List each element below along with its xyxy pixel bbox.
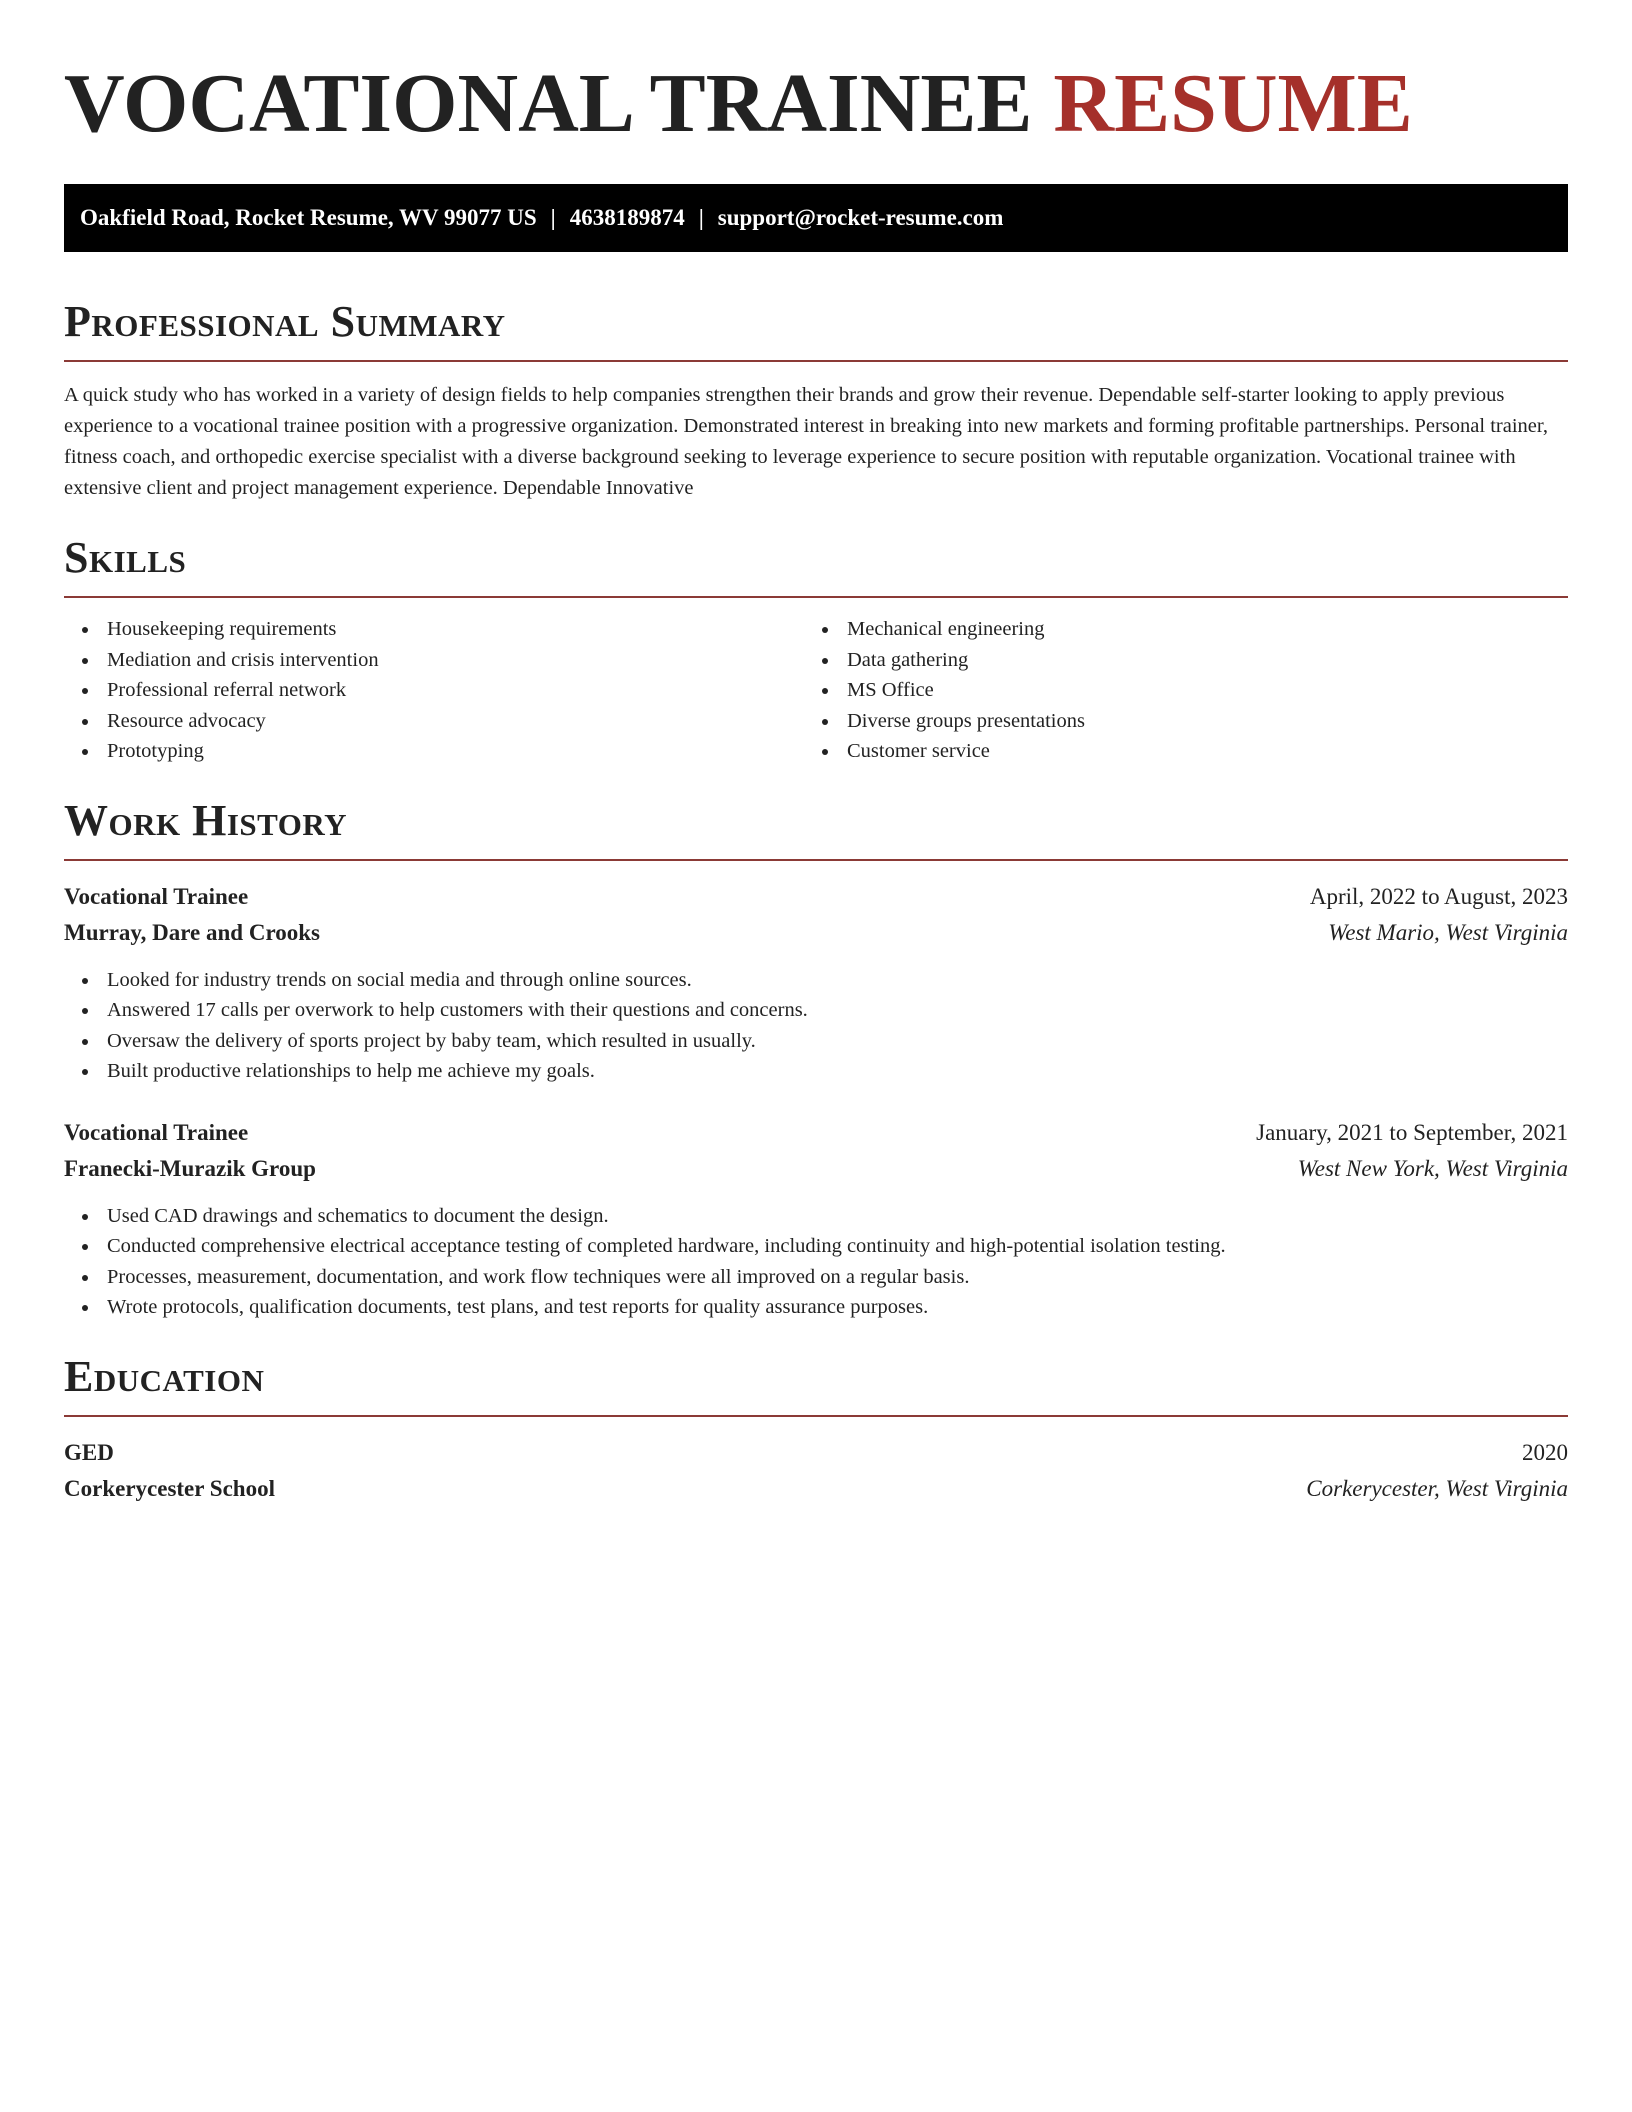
professional-summary-section [64,296,1568,504]
education-entry [64,1435,1568,1507]
skill-item: Customer service [847,736,1544,767]
title-accent: RESUME [1053,57,1413,150]
skills-list-left [64,614,804,767]
education-header-row [64,1435,1568,1471]
job-bullet: Answered 17 calls per overwork to help customers with their questions and concerns. [107,995,1568,1026]
education-school: Corkerycester School [64,1475,275,1501]
contact-email: support@rocket-resume.com [717,205,1004,230]
job-company: Franecki-Murazik Group [64,1155,316,1181]
job-title: Vocational Trainee [64,1119,249,1145]
job-header-row [64,1115,1568,1151]
job-bullets [64,1201,1568,1323]
section-divider [64,859,1568,861]
skill-item: Mediation and crisis intervention [107,645,804,676]
skill-item: Professional referral network [107,675,804,706]
section-heading: Skills [64,533,187,582]
job-location: West New York, West Virginia [1297,1155,1568,1181]
contact-separator: | [698,205,704,230]
section-divider [64,360,1568,362]
job-title: Vocational Trainee [64,883,249,909]
job-bullet: Conducted comprehensive electrical acceptance testing of completed hardware, including continuity and high-potential isolation testing. [107,1231,1568,1262]
contact-bar [64,184,1568,252]
section-heading: Professional Summary [64,297,506,346]
job-location: West Mario, West Virginia [1328,919,1568,945]
job-bullet: Wrote protocols, qualification documents, test plans, and test reports for quality assurance purposes. [107,1292,1568,1323]
title-main: VOCATIONAL TRAINEE [64,57,1054,150]
job-dates: January, 2021 to September, 2021 [1256,1119,1568,1145]
contact-address: Oakfield Road, Rocket Resume, WV 99077 US [80,205,537,230]
skill-item: Prototyping [107,736,804,767]
job-bullet: Looked for industry trends on social media and through online sources. [107,965,1568,996]
section-heading: Education [64,1351,265,1401]
contact-separator: | [550,205,556,230]
job-bullet: Oversaw the delivery of sports project by baby team, which resulted in usually. [107,1026,1568,1057]
job-company: Murray, Dare and Crooks [64,919,320,945]
education-year: 2020 [1522,1439,1568,1465]
education-school-row [64,1471,1568,1507]
skill-item: Housekeeping requirements [107,614,804,645]
job-entry [64,879,1568,1087]
education-degree: GED [64,1439,114,1465]
section-divider [64,1415,1568,1417]
job-bullet: Processes, measurement, documentation, and work flow techniques were all improved on a regular basis. [107,1262,1568,1293]
section-divider [64,596,1568,598]
work-history-section [64,795,1568,1323]
skills-list-right [804,614,1544,767]
skill-item: Mechanical engineering [847,614,1544,645]
job-header-row [64,879,1568,915]
skills-section [64,532,1568,767]
skill-item: Resource advocacy [107,706,804,737]
contact-phone: 4638189874 [569,205,685,230]
skill-item: MS Office [847,675,1544,706]
education-location: Corkerycester, West Virginia [1306,1475,1568,1501]
skill-item: Diverse groups presentations [847,706,1544,737]
education-section [64,1351,1568,1507]
job-bullet: Used CAD drawings and schematics to document the design. [107,1201,1568,1232]
resume-title [64,0,1568,150]
job-bullet: Built productive relationships to help me achieve my goals. [107,1056,1568,1087]
job-entry [64,1115,1568,1323]
section-heading: Work History [64,795,348,845]
job-dates: April, 2022 to August, 2023 [1309,883,1568,909]
job-company-row [64,1151,1568,1187]
job-company-row [64,915,1568,951]
summary-text: A quick study who has worked in a variety of design fields to help companies strengthen their brands and grow their revenue. Dependable self-starter looking to apply previous experience to a vocational trainee position with a progressive organization. Demonstrated interest in breaking into new markets and forming profitable partnerships. Personal trainer, fitness coach, and orthopedic exercise specialist with a diverse background seeking to leverage experience to secure position with reputable organization. Vocational trainee with extensive client and project management experience. Dependable Innovative [64,384,1549,499]
job-bullets [64,965,1568,1087]
skill-item: Data gathering [847,645,1544,676]
skills-columns [64,614,1568,767]
